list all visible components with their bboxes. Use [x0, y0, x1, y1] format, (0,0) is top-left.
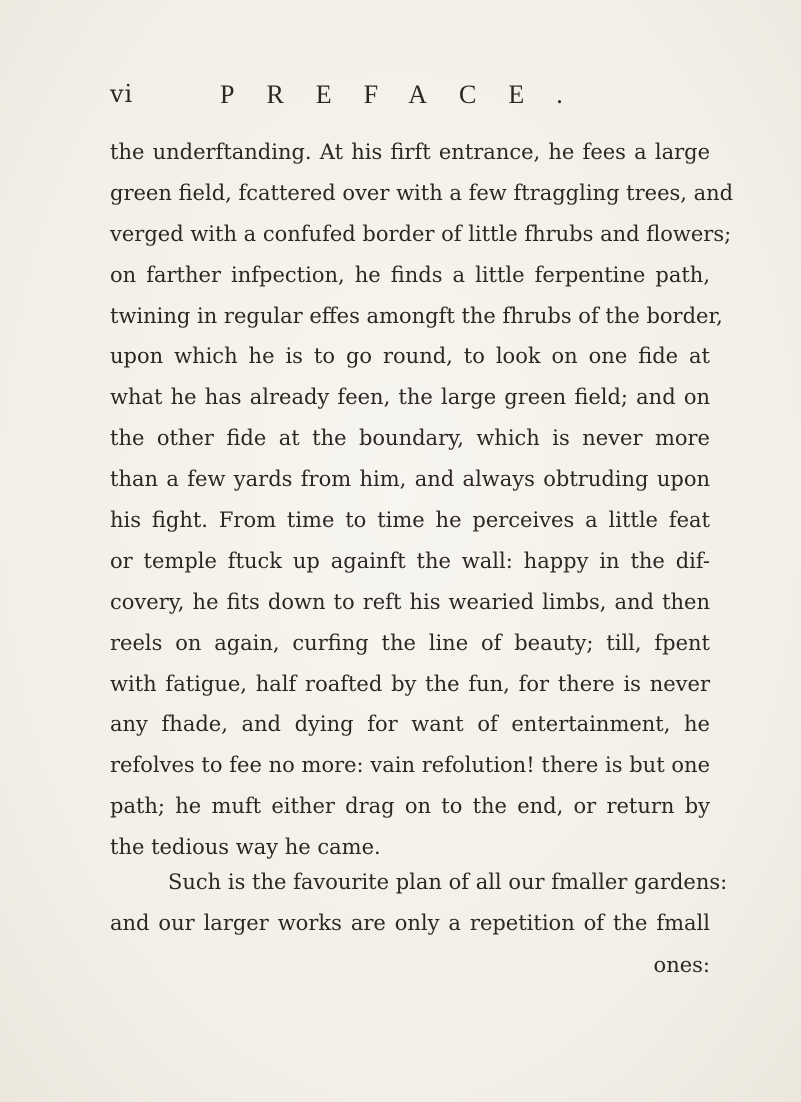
text-line: and our larger works are only a repetition of the fmall	[110, 910, 710, 935]
text-line: Such is the favourite plan of all our fmaller gardens:	[168, 870, 728, 894]
text-line: with fatigue, half roafted by the fun, for there is never	[110, 671, 710, 696]
text-line: twining in regular effes amongft the fhrubs of the border,	[110, 303, 723, 328]
page-header	[110, 80, 710, 120]
text-line: the tedious way he came.	[110, 835, 381, 860]
paragraph-2	[110, 862, 728, 944]
catchword: ones:	[653, 953, 710, 977]
text-line: than a few yards from him, and always obtruding upon	[110, 467, 710, 492]
paragraph-1	[110, 132, 734, 868]
text-line: what he has already feen, the large green field; and on	[110, 385, 710, 410]
running-head: PREFACE.	[220, 80, 595, 109]
text-line: reels on again, curfing the line of beauty; till, fpent	[110, 630, 710, 655]
text-line: upon which he is to go round, to look on one fide at	[110, 344, 710, 369]
text-line: verged with a confufed border of little fhrubs and flowers;	[110, 221, 732, 246]
text-line: his fight. From time to time he perceives a little feat	[110, 508, 710, 533]
text-line: or temple ftuck up againft the wall: happy in the dif-	[110, 548, 710, 573]
text-line: the other fide at the boundary, which is never more	[110, 426, 710, 451]
text-line: green field, fcattered over with a few ftraggling trees, and	[110, 180, 734, 205]
text-line: path; he muft either drag on to the end, or return by	[110, 794, 710, 819]
text-line: covery, he fits down to reft his wearied limbs, and then	[110, 589, 710, 614]
text-line: refolves to fee no more: vain refolution! there is but one	[110, 753, 710, 778]
text-line: any fhade, and dying for want of entertainment, he	[110, 712, 710, 737]
text-line: on farther infpection, he finds a little ferpentine path,	[110, 262, 710, 287]
page-number: vi	[110, 80, 134, 108]
text-line: the underftanding. At his firft entrance, he fees a large	[110, 140, 710, 164]
